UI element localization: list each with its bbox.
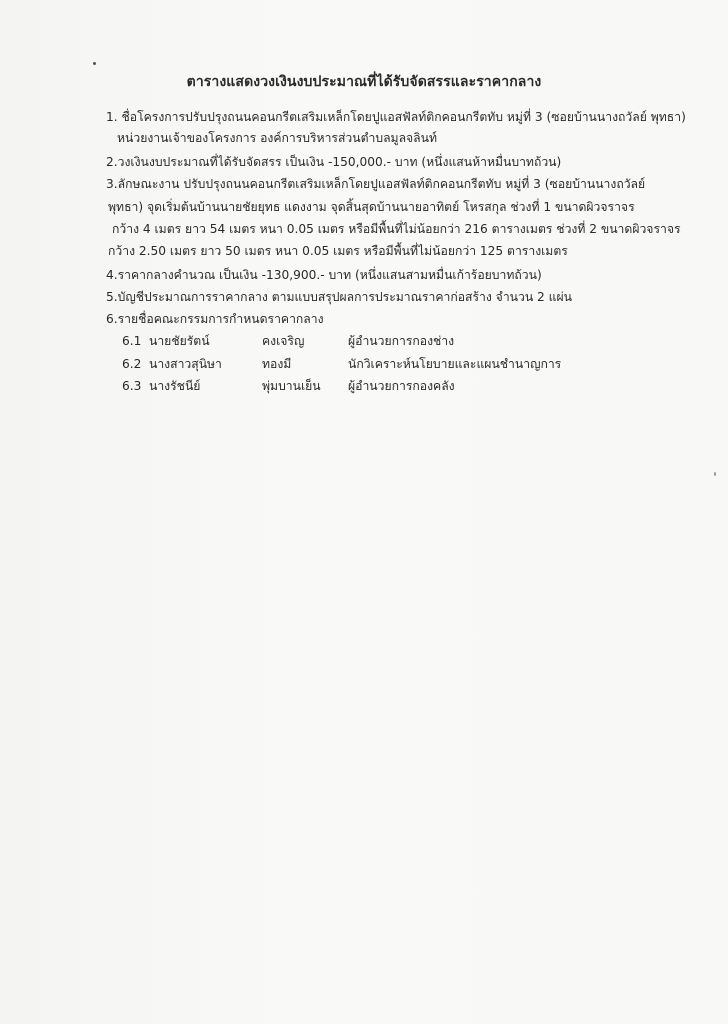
committee-member-position: นักวิเคราะห์นโยบายและแผนชำนาญการ (348, 357, 562, 371)
committee-member-position: ผู้อำนวยการกองคลัง (348, 379, 455, 393)
item-3-description-line-4: กว้าง 2.50 เมตร ยาว 50 เมตร หนา 0.05 เมตร หรือมีพื้นที่ไม่น้อยกว่า 125 ตารางเมตร (108, 244, 568, 258)
committee-member-name: นางสาวสุนิษา (149, 357, 222, 371)
committee-member-name: นางรัชนีย์ (149, 379, 201, 393)
committee-member-number: 6.3 (122, 379, 142, 393)
item-5-estimate-sheet: 5.บัญชีประมาณการราคากลาง ตามแบบสรุปผลการประมาณราคาก่อสร้าง จำนวน 2 แผ่น (106, 290, 572, 304)
document-title: ตารางแสดงวงเงินงบประมาณที่ได้รับจัดสรรและราคากลาง (186, 74, 542, 90)
item-3-description-line-3: กว้าง 4 เมตร ยาว 54 เมตร หนา 0.05 เมตร หรือมีพื้นที่ไม่น้อยกว่า 216 ตารางเมตร ช่วงที่ 2 ขนาดผิวจราจร (112, 222, 681, 236)
committee-member-surname: พุ่มบานเย็น (262, 379, 321, 393)
item-2-budget: 2.วงเงินงบประมาณที่ได้รับจัดสรร เป็นเงิน -150,000.- บาท (หนึ่งแสนห้าหมื่นบาทถ้วน) (106, 155, 562, 169)
item-1-project-name: 1. ชื่อโครงการปรับปรุงถนนคอนกรีตเสริมเหล็กโดยปูแอสฟัลท์ติกคอนกรีตทับ หมู่ที่ 3 (ซอยบ้านนางถวัลย์ พุทธา) (106, 110, 686, 124)
item-6-committee-heading: 6.รายชื่อคณะกรรมการกำหนดราคากลาง (106, 312, 324, 326)
committee-member-position: ผู้อำนวยการกองช่าง (348, 334, 455, 348)
committee-member-surname: คงเจริญ (262, 334, 305, 348)
item-3-description-line-2: พุทธา) จุดเริ่มต้นบ้านนายชัยยุทธ แดงงาม จุดสิ้นสุดบ้านนายอาทิตย์ โหรสกุล ช่วงที่ 1 ขนาดผิวจราจร (108, 200, 635, 214)
committee-member-number: 6.1 (122, 334, 142, 348)
item-3-description: 3.ลักษณะงาน ปรับปรุงถนนคอนกรีตเสริมเหล็กโดยปูแอสฟัลท์ติกคอนกรีตทับ หมู่ที่ 3 (ซอยบ้านนางถวัลย์ (106, 177, 646, 191)
scan-speck (714, 472, 716, 476)
scan-speck (93, 62, 96, 65)
item-4-median-price: 4.ราคากลางคำนวณ เป็นเงิน -130,900.- บาท (หนึ่งแสนสามหมื่นเก้าร้อยบาทถ้วน) (106, 268, 542, 282)
item-1-agency: หน่วยงานเจ้าของโครงการ องค์การบริหารส่วนตำบลมูลจลินท์ (117, 131, 438, 145)
committee-member-surname: ทองมี (262, 357, 292, 371)
committee-member-name: นายชัยรัตน์ (149, 334, 210, 348)
committee-member-number: 6.2 (122, 357, 142, 371)
